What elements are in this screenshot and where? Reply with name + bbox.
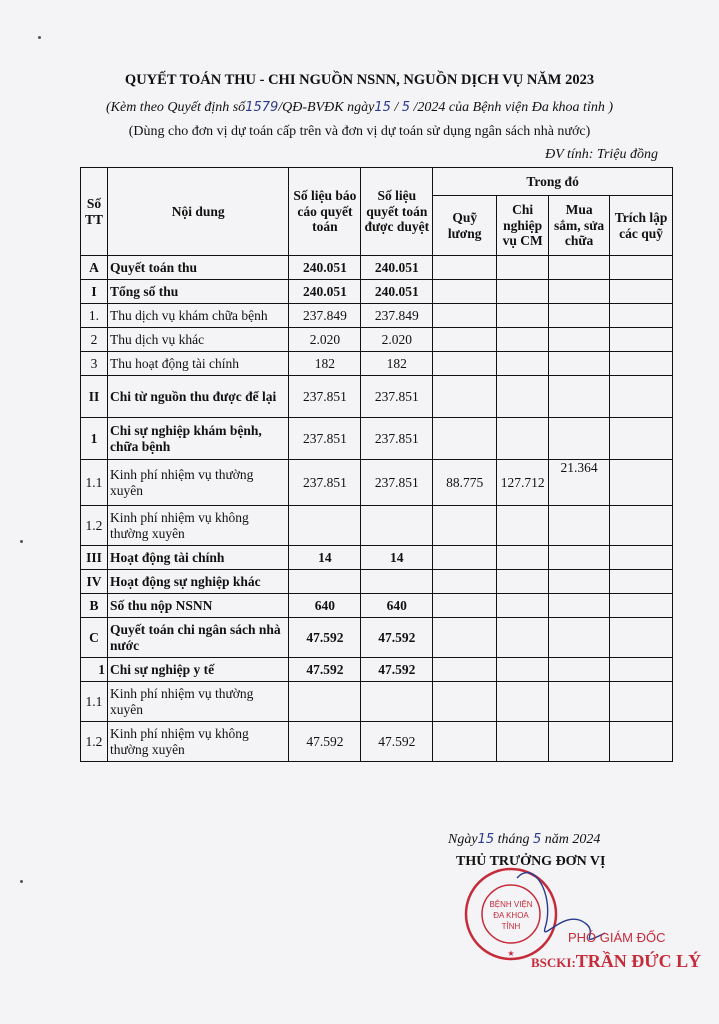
row-content: Kinh phí nhiệm vụ thường xuyên [107, 682, 288, 722]
row-salary-fund [433, 352, 497, 376]
header-stt: Số TT [81, 168, 108, 256]
row-stt: 2 [81, 328, 108, 352]
signature-day: 15 [477, 832, 495, 847]
row-salary-fund [433, 722, 497, 762]
row-reported: 47.592 [289, 658, 361, 682]
row-procurement [549, 280, 610, 304]
row-content: Kinh phí nhiệm vụ thường xuyên [107, 460, 288, 506]
header-of-which: Trong đó [433, 168, 673, 196]
row-stt: II [81, 376, 108, 418]
row-reported [289, 570, 361, 594]
row-approved: 47.592 [361, 658, 433, 682]
row-content: Tổng số thu [107, 280, 288, 304]
row-content: Chi sự nghiệp y tế [107, 658, 288, 682]
row-procurement [549, 618, 610, 658]
row-reported: 47.592 [289, 618, 361, 658]
row-procurement [549, 328, 610, 352]
row-salary-fund [433, 658, 497, 682]
row-approved: 640 [361, 594, 433, 618]
row-professional: 127.712 [497, 460, 549, 506]
table-row [81, 256, 673, 280]
signer-name: BSCKI:TRẦN ĐỨC LÝ [531, 951, 702, 971]
row-professional [497, 722, 549, 762]
row-procurement [549, 352, 610, 376]
row-funds [610, 256, 673, 280]
row-approved: 237.851 [361, 418, 433, 460]
table-row [81, 682, 673, 722]
table-row [81, 328, 673, 352]
row-salary-fund [433, 506, 497, 546]
table-row [81, 460, 673, 506]
row-procurement [549, 682, 610, 722]
row-professional [497, 280, 549, 304]
row-stt: 1 [81, 418, 108, 460]
row-professional [497, 570, 549, 594]
row-content: Thu hoạt động tài chính [107, 352, 288, 376]
row-salary-fund [433, 418, 497, 460]
row-stt: IV [81, 570, 108, 594]
row-content: Kinh phí nhiệm vụ không thường xuyên [107, 506, 288, 546]
row-salary-fund: 88.775 [433, 460, 497, 506]
row-approved: 237.849 [361, 304, 433, 328]
row-professional [497, 506, 549, 546]
row-reported: 2.020 [289, 328, 361, 352]
row-procurement [549, 418, 610, 460]
row-content: Hoạt động tài chính [107, 546, 288, 570]
row-funds [610, 618, 673, 658]
row-reported: 47.592 [289, 722, 361, 762]
row-salary-fund [433, 546, 497, 570]
row-salary-fund [433, 328, 497, 352]
row-reported: 237.851 [289, 376, 361, 418]
signature-month: 5 [533, 832, 542, 847]
row-approved [361, 682, 433, 722]
row-approved [361, 570, 433, 594]
row-funds [610, 682, 673, 722]
decision-number: 1579 [245, 100, 279, 115]
row-professional [497, 546, 549, 570]
signer-position: PHÓ GIÁM ĐỐC [568, 930, 666, 945]
row-stt: 1.1 [81, 460, 108, 506]
decision-day: 15 [374, 100, 391, 115]
header-reported: Số liệu báo cáo quyết toán [289, 168, 361, 256]
row-procurement [549, 256, 610, 280]
row-content: Chi từ nguồn thu được để lại [107, 376, 288, 418]
scan-speck [20, 540, 23, 543]
header-professional: Chi nghiệp vụ CM [497, 196, 549, 256]
row-approved: 14 [361, 546, 433, 570]
row-salary-fund [433, 376, 497, 418]
row-reported: 240.051 [289, 256, 361, 280]
row-reported: 640 [289, 594, 361, 618]
table-row [81, 352, 673, 376]
row-approved: 240.051 [361, 256, 433, 280]
row-procurement [549, 546, 610, 570]
table-row [81, 376, 673, 418]
row-approved: 2.020 [361, 328, 433, 352]
decision-month: 5 [401, 100, 411, 115]
row-funds [610, 546, 673, 570]
row-salary-fund [433, 570, 497, 594]
scan-speck [20, 880, 23, 883]
row-content: Thu dịch vụ khác [107, 328, 288, 352]
row-approved: 47.592 [361, 618, 433, 658]
header-salary-fund: Quỹ lương [433, 196, 497, 256]
row-professional [497, 328, 549, 352]
row-stt: I [81, 280, 108, 304]
row-salary-fund [433, 304, 497, 328]
row-reported: 14 [289, 546, 361, 570]
row-stt: C [81, 618, 108, 658]
table-row [81, 546, 673, 570]
svg-text:BỆNH VIỆN: BỆNH VIỆN [489, 900, 533, 909]
row-content: Quyết toán chi ngân sách nhà nước [107, 618, 288, 658]
row-professional [497, 618, 549, 658]
row-funds [610, 460, 673, 506]
row-procurement [549, 304, 610, 328]
header-content: Nội dung [107, 168, 288, 256]
row-procurement [549, 594, 610, 618]
row-stt: 1. [81, 304, 108, 328]
svg-text:ĐA KHOA: ĐA KHOA [493, 911, 529, 920]
table-row [81, 618, 673, 658]
row-stt: 3 [81, 352, 108, 376]
header-approved: Số liệu quyết toán được duyệt [361, 168, 433, 256]
row-content: Thu dịch vụ khám chữa bệnh [107, 304, 288, 328]
row-salary-fund [433, 618, 497, 658]
attachment-line: (Kèm theo Quyết định số1579/QĐ-BVĐK ngày15 / 5 /2024 của Bệnh viện Đa khoa tỉnh ) [105, 100, 613, 115]
row-stt: 1.2 [81, 722, 108, 762]
row-stt: B [81, 594, 108, 618]
row-approved: 47.592 [361, 722, 433, 762]
row-content: Chi sự nghiệp khám bệnh, chữa bệnh [107, 418, 288, 460]
table-row [81, 722, 673, 762]
table-row [81, 570, 673, 594]
row-content: Số thu nộp NSNN [107, 594, 288, 618]
row-stt: A [81, 256, 108, 280]
row-approved: 237.851 [361, 376, 433, 418]
row-procurement [549, 658, 610, 682]
row-salary-fund [433, 682, 497, 722]
row-funds [610, 280, 673, 304]
row-procurement [549, 570, 610, 594]
row-stt: III [81, 546, 108, 570]
row-funds [610, 658, 673, 682]
row-reported [289, 682, 361, 722]
row-funds [610, 352, 673, 376]
row-stt: 1.1 [81, 682, 108, 722]
purpose-line: (Dùng cho đơn vị dự toán cấp trên và đơn vị dự toán sử dụng ngân sách nhà nước) [128, 124, 591, 139]
row-approved: 240.051 [361, 280, 433, 304]
document-title: QUYẾT TOÁN THU - CHI NGUỒN NSNN, NGUỒN DỊCH VỤ NĂM 2023 [124, 72, 595, 88]
row-procurement [549, 376, 610, 418]
row-reported: 182 [289, 352, 361, 376]
table-row [81, 280, 673, 304]
row-reported: 237.851 [289, 460, 361, 506]
row-funds [610, 418, 673, 460]
row-reported: 240.051 [289, 280, 361, 304]
header-funds: Trích lập các quỹ [610, 196, 673, 256]
row-procurement [549, 722, 610, 762]
row-funds [610, 570, 673, 594]
row-content: Kinh phí nhiệm vụ không thường xuyên [107, 722, 288, 762]
row-professional [497, 376, 549, 418]
row-procurement: 21.364 [549, 460, 610, 506]
row-professional [497, 304, 549, 328]
row-funds [610, 722, 673, 762]
row-funds [610, 328, 673, 352]
svg-text:★: ★ [507, 949, 515, 958]
table-row [81, 418, 673, 460]
row-stt: 1 [81, 658, 108, 682]
table-row [81, 594, 673, 618]
row-salary-fund [433, 594, 497, 618]
header-procurement: Mua sắm, sửa chữa [549, 196, 610, 256]
row-salary-fund [433, 256, 497, 280]
svg-text:TỈNH: TỈNH [501, 922, 521, 931]
table-row [81, 304, 673, 328]
row-content: Hoạt động sự nghiệp khác [107, 570, 288, 594]
row-professional [497, 658, 549, 682]
row-funds [610, 304, 673, 328]
row-funds [610, 594, 673, 618]
row-procurement [549, 506, 610, 546]
table-row [81, 506, 673, 546]
row-approved: 237.851 [361, 460, 433, 506]
row-reported: 237.851 [289, 418, 361, 460]
row-approved: 182 [361, 352, 433, 376]
row-salary-fund [433, 280, 497, 304]
row-funds [610, 506, 673, 546]
row-professional [497, 418, 549, 460]
unit-label: ĐV tính: Triệu đồng [545, 147, 658, 162]
row-stt: 1.2 [81, 506, 108, 546]
signature-date: Ngày15 tháng 5 năm 2024 [448, 832, 601, 847]
handwritten-signature [505, 838, 625, 968]
row-funds [610, 376, 673, 418]
scan-speck [38, 36, 41, 39]
settlement-table [80, 167, 673, 762]
row-reported [289, 506, 361, 546]
row-professional [497, 594, 549, 618]
row-content: Quyết toán thu [107, 256, 288, 280]
row-professional [497, 256, 549, 280]
row-reported: 237.849 [289, 304, 361, 328]
signature-title: THỦ TRƯỞNG ĐƠN VỊ [456, 854, 606, 869]
row-professional [497, 352, 549, 376]
table-row [81, 658, 673, 682]
row-approved [361, 506, 433, 546]
row-professional [497, 682, 549, 722]
